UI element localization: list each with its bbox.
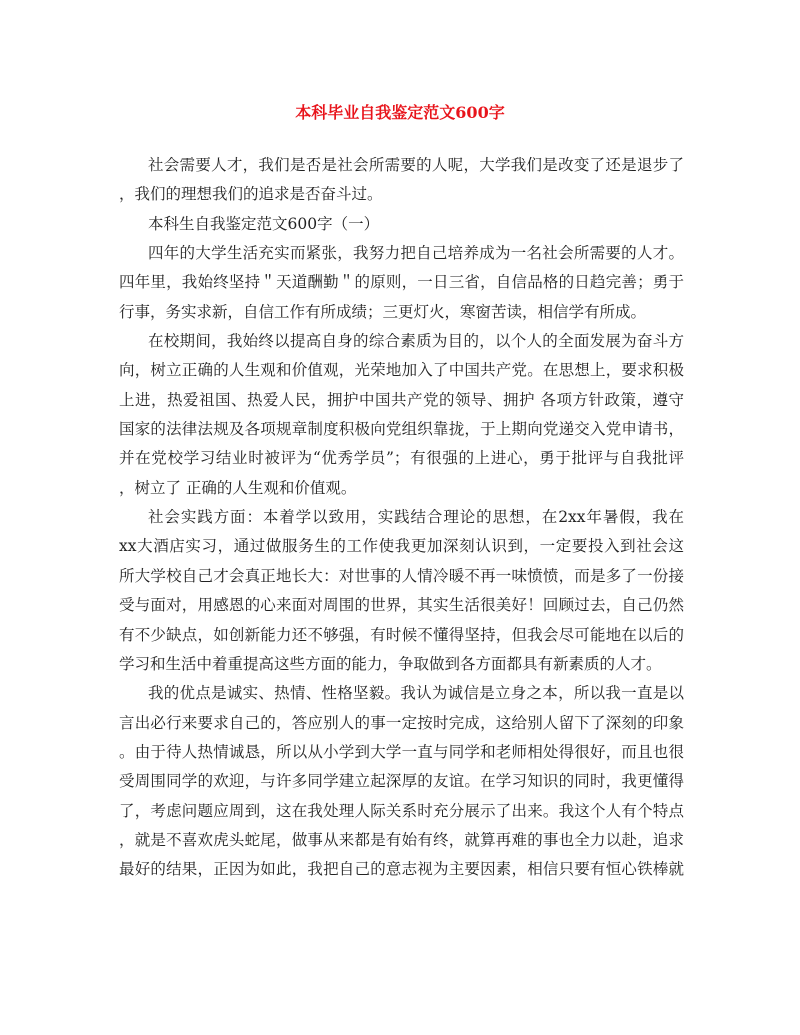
text-line: 上进，热爱祖国、热爱人民，拥护中国共产党的领导、拥护 各项方针政策，遵守	[119, 390, 684, 409]
text-line: ，树立了 正确的人生观和价值观。	[119, 478, 357, 497]
text-line: 我的优点是诚实、热情、性格坚毅。我认为诚信是立身之本，所以我一直是以	[148, 684, 684, 703]
text-line: 国家的法律法规及各项规章制度积极向党组织靠拢，于上期向党递交入党申请书，	[119, 420, 684, 439]
text-line: 四年的大学生活充实而紧张，我努力把自己培养成为一名社会所需要的人才。	[148, 244, 684, 263]
text-line: 受与面对，用感恩的心来面对周围的世界，其实生活很美好！回顾过去，自己仍然	[119, 596, 684, 615]
text-line: 向，树立正确的人生观和价值观，光荣地加入了中国共产党。在思想上，要求积极	[119, 361, 684, 380]
text-line: 在校期间，我始终以提高自身的综合素质为目的，以个人的全面发展为奋斗方	[148, 332, 684, 351]
text-line: 本科生自我鉴定范文600字（一）	[148, 214, 380, 233]
text-line: 所大学校自己才会真正地长大：对世事的人情冷暖不再一味愤愤，而是多了一份接	[119, 566, 684, 585]
text-line: 社会实践方面：本着学以致用，实践结合理论的思想，在2xx年暑假，我在	[148, 508, 684, 527]
text-line: 受周围同学的欢迎，与许多同学建立起深厚的友谊。在学习知识的同时，我更懂得	[119, 772, 684, 791]
text-line: 最好的结果，正因为如此，我把自己的意志视为主要因素，相信只要有恒心铁棒就	[119, 860, 684, 879]
text-line: 四年里，我始终坚持＂天道酬勤＂的原则，一日三省，自信品格的日趋完善；勇于	[119, 273, 684, 292]
text-line: 社会需要人才，我们是否是社会所需要的人呢，大学我们是改变了还是退步了	[148, 156, 684, 174]
text-line: ，我们的理想我们的追求是否奋斗过。	[119, 185, 383, 204]
text-line: 言出必行来要求自己的，答应别人的事一定按时完成，这给别人留下了深刻的印象	[119, 713, 684, 732]
text-line: 学习和生活中着重提高这些方面的能力，争取做到各方面都具有新素质的人才。	[119, 654, 662, 673]
text-line: 行事，务实求新，自信工作有所成绩；三更灯火，寒窗苦读，相信学有所成。	[119, 302, 647, 321]
text-line: 有不少缺点，如创新能力还不够强，有时候不懂得坚持，但我会尽可能地在以后的	[119, 625, 684, 644]
document-title: 本科毕业自我鉴定范文600字	[295, 103, 505, 122]
text-line: 了，考虑问题应周到，这在我处理人际关系时充分展示了出来。我这个人有个特点	[119, 801, 684, 820]
document-body	[119, 151, 684, 885]
text-line: ，就是不喜欢虎头蛇尾，做事从来都是有始有终，就算再难的事也全力以赴，追求	[119, 830, 684, 849]
text-line: xx大酒店实习，通过做服务生的工作使我更加深刻认识到，一定要投入到社会这	[119, 537, 684, 556]
text-line: 。由于待人热情诚恳，所以从小学到大学一直与同学和老师相处得很好，而且也很	[119, 742, 684, 761]
text-line: 并在党校学习结业时被评为“优秀学员”；有很强的上进心，勇于批评与自我批评	[119, 449, 684, 468]
